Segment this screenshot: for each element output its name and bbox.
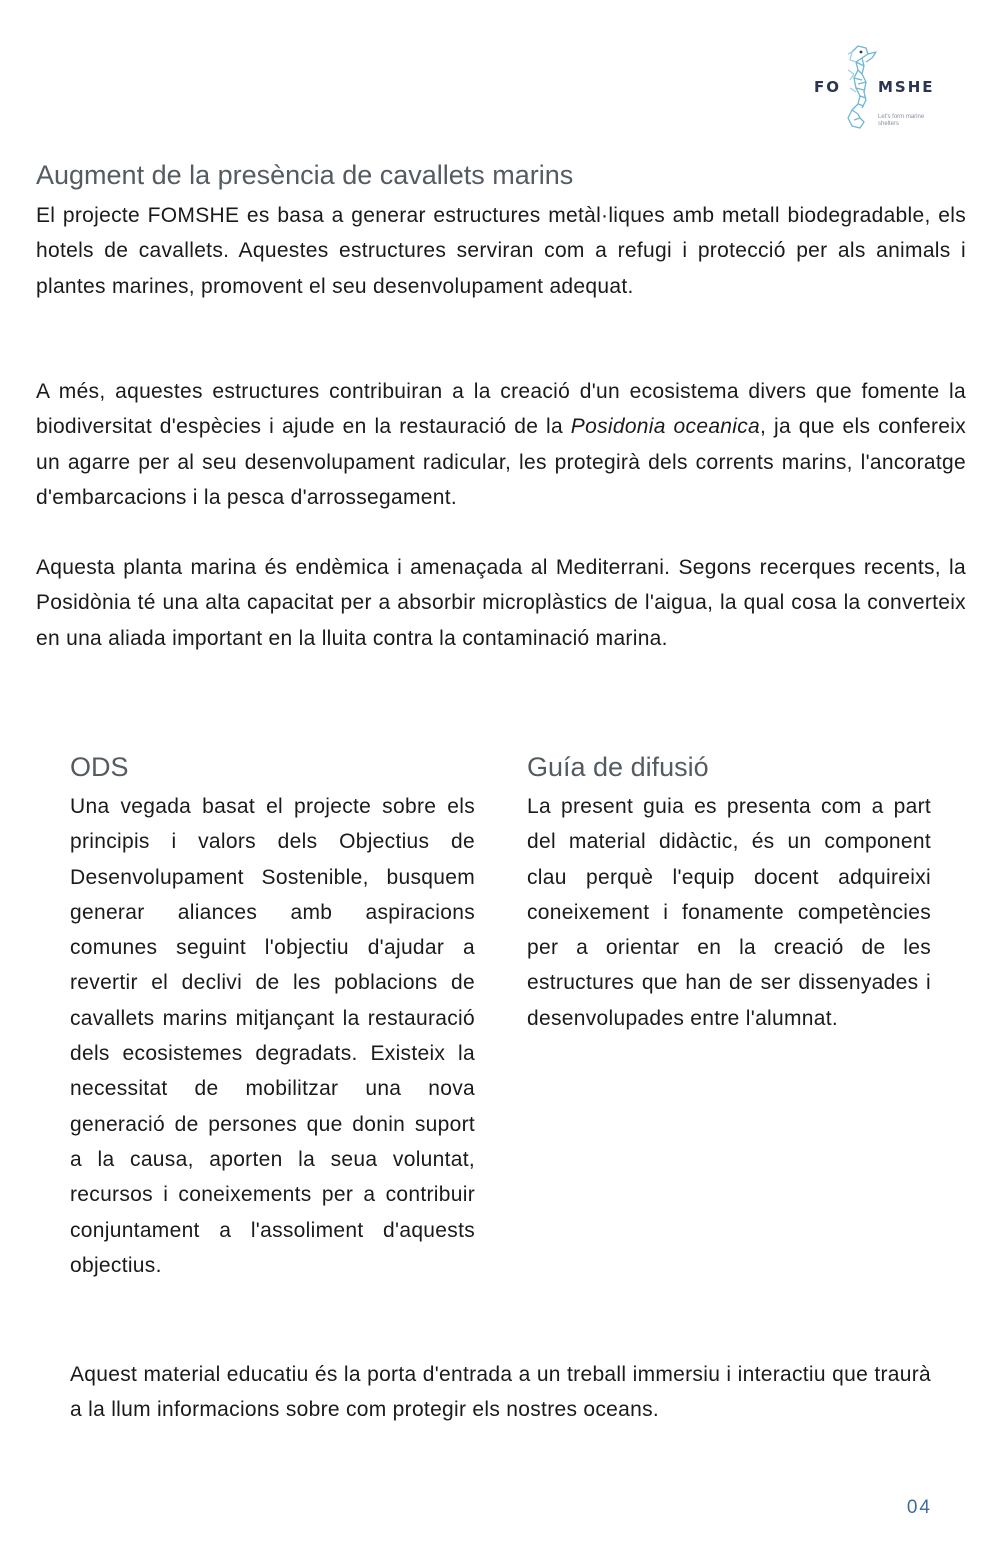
fomshe-logo [812,40,935,135]
page-number: 04 [906,1497,932,1518]
guia-title: Guía de difusió [527,752,709,782]
logo-text-right: MSHE [878,78,935,96]
main-title: Augment de la presència de cavallets marins [36,160,574,190]
logo-text-left: FO [814,78,841,96]
posidonia-paragraph: Aquesta planta marina és endèmica i amenaçada al Mediterrani. Segons recerques recents, la Posidònia té una alta capacitat per a absorbir microplàstics de l'aigua, la qual cosa la converteix en una aliada important en la lluita contra la contaminació marina. [36,556,966,650]
ecosystem-text-end: , ja que els confereix un agarre per al seu desenvolupament radicular, les protegirà dels corrents marins, l'ancoratge d'embarcacions i la pesca d'arrossegament. [36,415,967,509]
ods-body: Una vegada basat el projecte sobre els principis i valors dels Objectius de Desenvolupament Sostenible, busquem generar aliances amb aspiracions comunes seguint l'objectiu d'ajudar a revertir el declivi de les poblacions de cavallets marins mitjançant la restauració dels ecosistemes degradats. Existeix la necessitat de mobilitzar una nova generació de persones que donin suport a la causa, aporten la seua voluntat, recursos i coneixements per a contribuir conjuntament a l'assoliment d'aquests objectius. [70,795,475,1277]
guia-body: La present guia es presenta com a part del material didàctic, és un component clau perquè l'equip docent adquireixi coneixement i fonamente competències per a orientar en la creació de les estructures que han de ser dissenyades i desenvolupades entre l'alumnat. [527,795,931,1030]
ecosystem-paragraph [36,374,966,515]
logo-tagline: Let's form marine shelters [878,114,925,127]
closing-paragraph: Aquest material educatiu és la porta d'entrada a un treball immersiu i interactiu que traurà a la llum informacions sobre com protegir els nostres oceans. [70,1363,931,1422]
ods-title: ODS [70,752,129,782]
intro-paragraph: El projecte FOMSHE es basa a generar estructures metàl·liques amb metall biodegradable, els hotels de cavallets. Aquestes estructures serviran com a refugi i protecció per als animals i plantes marines, promovent el seu desenvolupament adequat. [36,204,966,298]
posidonia-species-name: Posidonia oceanica [570,415,761,439]
ecosystem-text-start: A més, aquestes estructures contribuiran a la creació d'un ecosistema divers que fomente la biodiversitat d'espècies i ajude en la restauració de la [36,380,966,439]
